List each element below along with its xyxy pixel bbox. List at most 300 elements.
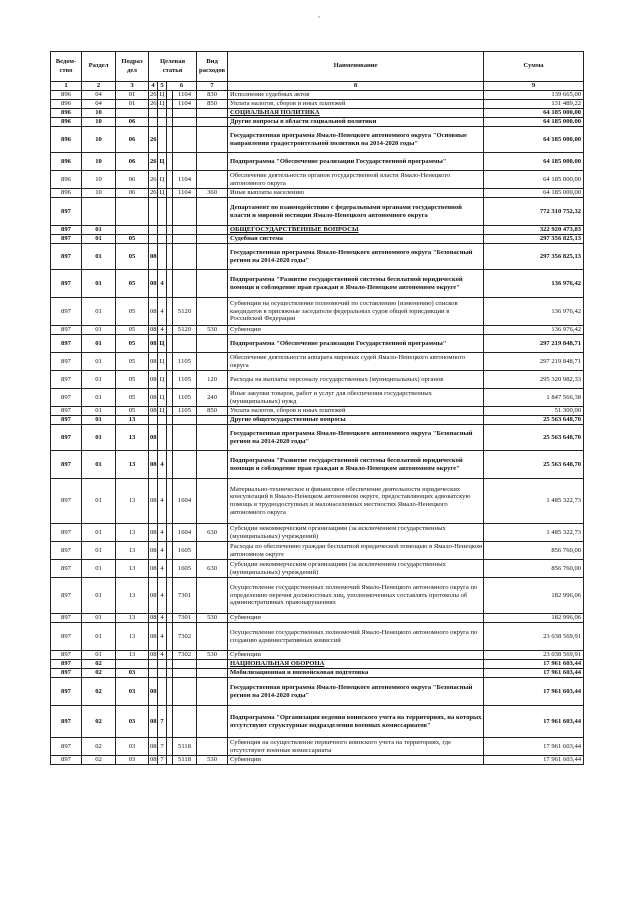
podrazdel-cell: 06 (116, 127, 149, 153)
table-row (51, 416, 584, 425)
table-row (51, 425, 584, 451)
table-row (51, 353, 584, 371)
razdel-cell: 02 (82, 756, 116, 765)
razdel-cell: 01 (82, 542, 116, 560)
vid-cell (197, 578, 228, 614)
program-cell (149, 226, 158, 235)
sum-cell: 856 760,00 (484, 560, 584, 578)
vid-cell: 630 (197, 524, 228, 542)
name-cell: Материально-техническое и финансовое обеспечение деятельности юридических консультаций в Ямало-Ненецком автономном округе, предоставляющих адвокатскую помощь в труднодоступных и малонаселенных местностях Ямало-Ненецкого автономного округа (228, 479, 484, 524)
razdel-cell: 01 (82, 623, 116, 651)
ved-cell: 896 (51, 153, 82, 171)
target-code-cell (173, 451, 197, 479)
razdel-cell: 02 (82, 706, 116, 738)
program-cell: 08 (149, 335, 158, 353)
ved-cell: 897 (51, 706, 82, 738)
podrazdel-cell: 13 (116, 425, 149, 451)
razdel-cell (82, 198, 116, 226)
name-cell: НАЦИОНАЛЬНАЯ ОБОРОНА (228, 660, 484, 669)
vid-cell: 530 (197, 326, 228, 335)
table-row (51, 153, 584, 171)
podrazdel-cell: 05 (116, 244, 149, 270)
program-cell: 08 (149, 542, 158, 560)
podrazdel-cell: 13 (116, 578, 149, 614)
target-code-cell (173, 235, 197, 244)
podrazdel-cell (116, 198, 149, 226)
razdel-cell: 01 (82, 407, 116, 416)
podrazdel-cell: 13 (116, 614, 149, 623)
subprogram-cell: Ц (158, 389, 167, 407)
program-cell (149, 669, 158, 678)
sum-cell: 25 563 648,70 (484, 451, 584, 479)
subprogram-cell (158, 669, 167, 678)
subprogram-cell: 4 (158, 524, 167, 542)
vid-cell (197, 738, 228, 756)
name-cell: Подпрограмма "Развитие государственной системы бесплатной юридической помощи и соблюдение прав граждан в Ямало-Ненецком автономном округе" (228, 270, 484, 298)
subprogram-cell (158, 244, 167, 270)
ved-cell: 897 (51, 578, 82, 614)
program-cell: 08 (149, 451, 158, 479)
podrazdel-cell: 13 (116, 451, 149, 479)
podrazdel-cell: 05 (116, 407, 149, 416)
ved-cell: 896 (51, 171, 82, 189)
program-cell (149, 235, 158, 244)
subprogram-cell (158, 127, 167, 153)
podrazdel-cell: 03 (116, 756, 149, 765)
program-cell: 08 (149, 389, 158, 407)
target-code-cell (173, 706, 197, 738)
ved-cell: 896 (51, 189, 82, 198)
sum-cell: 182 996,06 (484, 614, 584, 623)
subprogram-cell: Ц (158, 153, 167, 171)
scan-mark (318, 16, 320, 18)
subprogram-cell: Ц (158, 189, 167, 198)
name-cell: Субсидии некоммерческим организациям (за исключением государственных (муниципальных) учреждений) (228, 560, 484, 578)
header-target: Целевая статья (149, 52, 197, 82)
name-cell: Осуществление государственных полномочий Ямало-Ненецкого автономного округа по определению перечня должностных лиц, уполномоченных составлять протоколы об административных правонарушениях (228, 578, 484, 614)
sum-cell: 25 563 648,70 (484, 416, 584, 425)
program-cell: 26 (150, 100, 157, 108)
target-code-cell: 1605 (173, 542, 197, 560)
table-row (51, 578, 584, 614)
ved-cell: 896 (51, 127, 82, 153)
subprogram-cell: 4 (158, 326, 167, 335)
program-cell: 26 (150, 189, 157, 197)
target-code-cell (173, 127, 197, 153)
ved-cell: 897 (51, 560, 82, 578)
table-row (51, 542, 584, 560)
target-code-cell (173, 118, 197, 127)
podrazdel-cell: 06 (116, 118, 149, 127)
sum-cell: 17 961 603,44 (484, 756, 584, 765)
subprogram-cell: 4 (158, 623, 167, 651)
razdel-cell: 01 (82, 389, 116, 407)
target-code-cell: 1104 (173, 189, 197, 198)
vid-cell: 850 (197, 100, 228, 109)
sum-cell: 51 300,00 (484, 407, 584, 416)
subprogram-cell (158, 118, 167, 127)
table-row (51, 189, 584, 198)
name-cell: Обеспечение деятельности органов государственной власти Ямало-Ненецкого автономного округа (228, 171, 484, 189)
subprogram-cell: Ц (158, 100, 167, 109)
razdel-cell: 01 (82, 416, 116, 425)
subprogram-cell: 4 (158, 479, 167, 524)
table-row (51, 623, 584, 651)
vid-cell (197, 678, 228, 706)
vid-cell (197, 127, 228, 153)
podrazdel-cell: 05 (116, 326, 149, 335)
podrazdel-cell: 13 (116, 623, 149, 651)
name-cell: Иные выплаты населению (228, 189, 484, 198)
razdel-cell: 01 (82, 651, 116, 660)
name-cell: Обеспечение деятельности аппарата мировых судей Ямало-Ненецкого автономного округа (228, 353, 484, 371)
column-number-row (51, 82, 584, 91)
program-cell: 26 (149, 153, 158, 171)
podrazdel-cell: 05 (116, 371, 149, 389)
sum-cell: 64 185 000,00 (484, 189, 584, 198)
podrazdel-cell: 06 (116, 171, 149, 189)
table-row (51, 706, 584, 738)
table-row (51, 524, 584, 542)
ved-cell: 897 (51, 669, 82, 678)
target-code-cell: 1104 (173, 100, 197, 109)
razdel-cell: 10 (82, 118, 116, 127)
table-row (51, 669, 584, 678)
podrazdel-cell (116, 109, 149, 118)
table-row (51, 651, 584, 660)
target-code-cell: 7301 (173, 614, 197, 623)
subprogram-cell (158, 678, 167, 706)
razdel-cell: 01 (82, 560, 116, 578)
subprogram-cell (158, 235, 167, 244)
ved-cell: 896 (51, 100, 82, 109)
col-num: 2 (82, 82, 116, 91)
ved-cell: 897 (51, 479, 82, 524)
ved-cell: 897 (51, 335, 82, 353)
name-cell: ОБЩЕГОСУДАРСТВЕННЫЕ ВОПРОСЫ (228, 226, 484, 235)
vid-cell: 830 (197, 91, 228, 100)
table-row (51, 335, 584, 353)
name-cell: Субвенции (228, 326, 484, 335)
subprogram-cell: 4 (158, 651, 167, 660)
ved-cell: 896 (51, 91, 82, 100)
program-cell: 26 (149, 171, 158, 189)
vid-cell (197, 153, 228, 171)
table-row (51, 389, 584, 407)
vid-cell (197, 198, 228, 226)
target-code-cell: 5118 (173, 756, 197, 765)
target-code-cell (173, 109, 197, 118)
sum-cell: 322 920 473,83 (484, 226, 584, 235)
sum-cell: 64 185 000,00 (484, 153, 584, 171)
vid-cell: 530 (197, 614, 228, 623)
sum-cell: 297 356 825,13 (484, 244, 584, 270)
target-code-cell: 1105 (173, 371, 197, 389)
vid-cell (197, 706, 228, 738)
subprogram-cell: 7 (158, 738, 167, 756)
subprogram-cell: 4 (158, 614, 167, 623)
target-code-cell (173, 425, 197, 451)
name-cell: Подпрограмма "Обеспечение реализации Государственной программы" (228, 335, 484, 353)
subprogram-cell: 4 (158, 578, 167, 614)
subprogram-cell: 4 (158, 270, 167, 298)
razdel-cell: 01 (82, 425, 116, 451)
program-cell: 08 (149, 298, 158, 326)
target-code-cell (173, 660, 197, 669)
col-num: 9 (484, 82, 584, 91)
sum-cell: 23 038 569,91 (484, 623, 584, 651)
vid-cell: 850 (197, 407, 228, 416)
sum-cell: 139 665,00 (484, 91, 584, 100)
name-cell: Мобилизационная и вневойсковая подготовка (228, 669, 484, 678)
program-cell: 26 (150, 91, 157, 99)
sum-cell: 17 961 603,44 (484, 669, 584, 678)
vid-cell (197, 109, 228, 118)
podrazdel-cell: 05 (116, 235, 149, 244)
subprogram-cell (158, 109, 167, 118)
program-cell (149, 109, 158, 118)
col-num: 6 (167, 82, 197, 91)
target-code-cell: 1604 (173, 524, 197, 542)
vid-cell (197, 235, 228, 244)
header-podrazdel: Подраз дел (116, 52, 149, 82)
podrazdel-cell: 01 (116, 91, 149, 100)
ved-cell: 896 (51, 109, 82, 118)
vid-cell (197, 669, 228, 678)
vid-cell: 630 (197, 560, 228, 578)
target-code-cell: 1104 (173, 171, 197, 189)
ved-cell: 897 (51, 660, 82, 669)
name-cell: Субвенции (228, 756, 484, 765)
sum-cell: 1 485 322,73 (484, 524, 584, 542)
table-body (51, 91, 584, 765)
ved-cell: 897 (51, 353, 82, 371)
table-row (51, 660, 584, 669)
podrazdel-cell: 06 (116, 189, 149, 198)
podrazdel-cell: 03 (116, 678, 149, 706)
program-cell: 08 (150, 756, 157, 764)
table-row (51, 479, 584, 524)
target-code-cell: 7301 (173, 578, 197, 614)
header-ved: Ведом-ство (51, 52, 82, 82)
razdel-cell: 01 (82, 235, 116, 244)
razdel-cell: 01 (82, 353, 116, 371)
sum-cell: 136 976,42 (484, 270, 584, 298)
program-cell: 08 (150, 614, 157, 622)
program-cell (149, 416, 158, 425)
name-cell: Субвенции (228, 614, 484, 623)
ved-cell: 897 (51, 407, 82, 416)
target-code-cell: 1105 (173, 389, 197, 407)
target-code-cell: 1105 (173, 407, 197, 416)
subprogram-cell: Ц (158, 407, 167, 416)
podrazdel-cell: 13 (116, 524, 149, 542)
subprogram-cell: 7 (158, 756, 167, 765)
razdel-cell: 01 (82, 326, 116, 335)
table-row (51, 109, 584, 118)
sum-cell: 131 489,22 (484, 100, 584, 109)
vid-cell: 360 (197, 189, 228, 198)
col-num: 7 (197, 82, 228, 91)
podrazdel-cell: 13 (116, 560, 149, 578)
program-cell: 08 (149, 738, 158, 756)
table-row (51, 326, 584, 335)
vid-cell (197, 118, 228, 127)
ved-cell: 897 (51, 235, 82, 244)
podrazdel-cell: 13 (116, 542, 149, 560)
table-row (51, 371, 584, 389)
vid-cell (197, 425, 228, 451)
name-cell: Другие общегосударственные вопросы (228, 416, 484, 425)
program-cell: 08 (149, 560, 158, 578)
razdel-cell: 01 (82, 371, 116, 389)
program-cell: 08 (150, 407, 157, 415)
program-cell: 08 (149, 270, 158, 298)
name-cell: Государственная программа Ямало-Ненецкого автономного округа "Безопасный регион на 2014-2020 годы" (228, 244, 484, 270)
razdel-cell: 02 (82, 738, 116, 756)
table-row (51, 270, 584, 298)
program-cell: 08 (149, 371, 158, 389)
vid-cell (197, 171, 228, 189)
vid-cell (197, 353, 228, 371)
razdel-cell: 01 (82, 298, 116, 326)
target-code-cell: 1105 (173, 353, 197, 371)
ved-cell: 897 (51, 738, 82, 756)
subprogram-cell: Ц (158, 371, 167, 389)
razdel-cell: 02 (82, 678, 116, 706)
podrazdel-cell: 03 (116, 738, 149, 756)
table-row (51, 171, 584, 189)
subprogram-cell: 7 (158, 706, 167, 738)
sum-cell: 17 961 603,44 (484, 706, 584, 738)
target-code-cell: 5120 (173, 298, 197, 326)
name-cell: Субсидии некоммерческим организациям (за исключением государственных (муниципальных) учреждений) (228, 524, 484, 542)
header-name: Наименование (228, 52, 484, 82)
target-code-cell (173, 669, 197, 678)
name-cell: Уплата налогов, сборов и иных платежей (228, 407, 484, 416)
program-cell: 08 (149, 623, 158, 651)
program-cell (149, 660, 158, 669)
program-cell: 26 (149, 127, 158, 153)
razdel-cell: 01 (82, 479, 116, 524)
target-code-cell (173, 335, 197, 353)
col-num: 5 (158, 82, 167, 91)
target-code-cell: 7302 (173, 623, 197, 651)
name-cell: Субвенции на осуществление полномочий по составлению (изменению) списков кандидатов в присяжные заседатели федеральных судов общей юрисдикции в Российской Федерации (228, 298, 484, 326)
sum-cell: 297 219 848,71 (484, 335, 584, 353)
header-razdel: Раздел (82, 52, 116, 82)
name-cell: Субвенции (228, 651, 484, 660)
program-cell: 08 (150, 651, 157, 659)
ved-cell: 897 (51, 524, 82, 542)
razdel-cell: 10 (82, 109, 116, 118)
subprogram-cell: 4 (158, 542, 167, 560)
col-num: 1 (51, 82, 82, 91)
ved-cell: 897 (51, 270, 82, 298)
sum-cell: 1 847 566,38 (484, 389, 584, 407)
ved-cell: 897 (51, 371, 82, 389)
name-cell: Подпрограмма "Обеспечение реализации Государственной программы" (228, 153, 484, 171)
name-cell: Подпрограмма "Организация ведения воинского учета на территориях, на которых отсутствуют структурные подразделения военных комиссариатов" (228, 706, 484, 738)
target-code-cell: 7302 (173, 651, 197, 660)
subprogram-cell (158, 226, 167, 235)
name-cell: Расходы на выплаты персоналу государственных (муниципальных) органов (228, 371, 484, 389)
ved-cell: 897 (51, 756, 82, 765)
sum-cell: 136 976,42 (484, 298, 584, 326)
table-row (51, 235, 584, 244)
subprogram-cell (158, 660, 167, 669)
sum-cell: 25 563 648,70 (484, 425, 584, 451)
podrazdel-cell: 05 (116, 270, 149, 298)
col-num: 3 (116, 82, 149, 91)
target-code-cell: 5118 (173, 738, 197, 756)
ved-cell: 896 (51, 118, 82, 127)
podrazdel-cell: 05 (116, 353, 149, 371)
name-cell: Другие вопросы в области социальной политики (228, 118, 484, 127)
target-code-cell (173, 198, 197, 226)
target-code-cell: 1605 (173, 560, 197, 578)
ved-cell: 897 (51, 198, 82, 226)
table-row (51, 198, 584, 226)
vid-cell (197, 226, 228, 235)
program-cell: 08 (149, 244, 158, 270)
header-vid: Вид расходов (197, 52, 228, 82)
vid-cell: 120 (197, 371, 228, 389)
podrazdel-cell: 03 (116, 669, 149, 678)
target-code-cell (173, 153, 197, 171)
razdel-cell: 10 (82, 189, 116, 198)
table-row (51, 298, 584, 326)
sum-cell: 297 356 825,13 (484, 235, 584, 244)
subprogram-cell: 4 (158, 451, 167, 479)
razdel-cell: 01 (82, 244, 116, 270)
podrazdel-cell (116, 226, 149, 235)
target-code-cell: 5120 (173, 326, 197, 335)
name-cell: Государственная программа Ямало-Ненецкого автономного округа "Основные направления градостроительной политики на 2014-2020 годы" (228, 127, 484, 153)
table-row (51, 678, 584, 706)
sum-cell: 64 185 000,00 (484, 109, 584, 118)
podrazdel-cell: 03 (116, 706, 149, 738)
sum-cell: 182 996,06 (484, 578, 584, 614)
name-cell: СОЦИАЛЬНАЯ ПОЛИТИКА (228, 109, 484, 118)
name-cell: Исполнение судебных актов (228, 91, 484, 100)
name-cell: Расходы по обеспечению граждан бесплатной юридической помощью в Ямало-Ненецком автономном округе (228, 542, 484, 560)
subprogram-cell (158, 198, 167, 226)
table-row (51, 127, 584, 153)
vid-cell (197, 416, 228, 425)
razdel-cell: 02 (82, 660, 116, 669)
sum-cell: 772 310 752,32 (484, 198, 584, 226)
name-cell: Судебная система (228, 235, 484, 244)
razdel-cell: 10 (82, 153, 116, 171)
podrazdel-cell: 13 (116, 479, 149, 524)
ved-cell: 897 (51, 614, 82, 623)
table-row (51, 226, 584, 235)
table-row (51, 91, 584, 100)
podrazdel-cell: 05 (116, 298, 149, 326)
podrazdel-cell: 06 (116, 153, 149, 171)
sum-cell: 17 961 603,44 (484, 678, 584, 706)
name-cell: Субвенция на осуществление первичного воинского учета на территориях, где отсутствуют военные комиссариаты (228, 738, 484, 756)
sum-cell: 17 961 603,44 (484, 738, 584, 756)
target-code-cell (173, 226, 197, 235)
razdel-cell: 04 (82, 91, 116, 100)
program-cell: 08 (149, 578, 158, 614)
vid-cell: 530 (197, 651, 228, 660)
name-cell: Иные закупки товаров, работ и услуг для обеспечения государственных (муниципальных) нужд (228, 389, 484, 407)
table-row (51, 100, 584, 109)
sum-cell: 64 185 000,00 (484, 127, 584, 153)
